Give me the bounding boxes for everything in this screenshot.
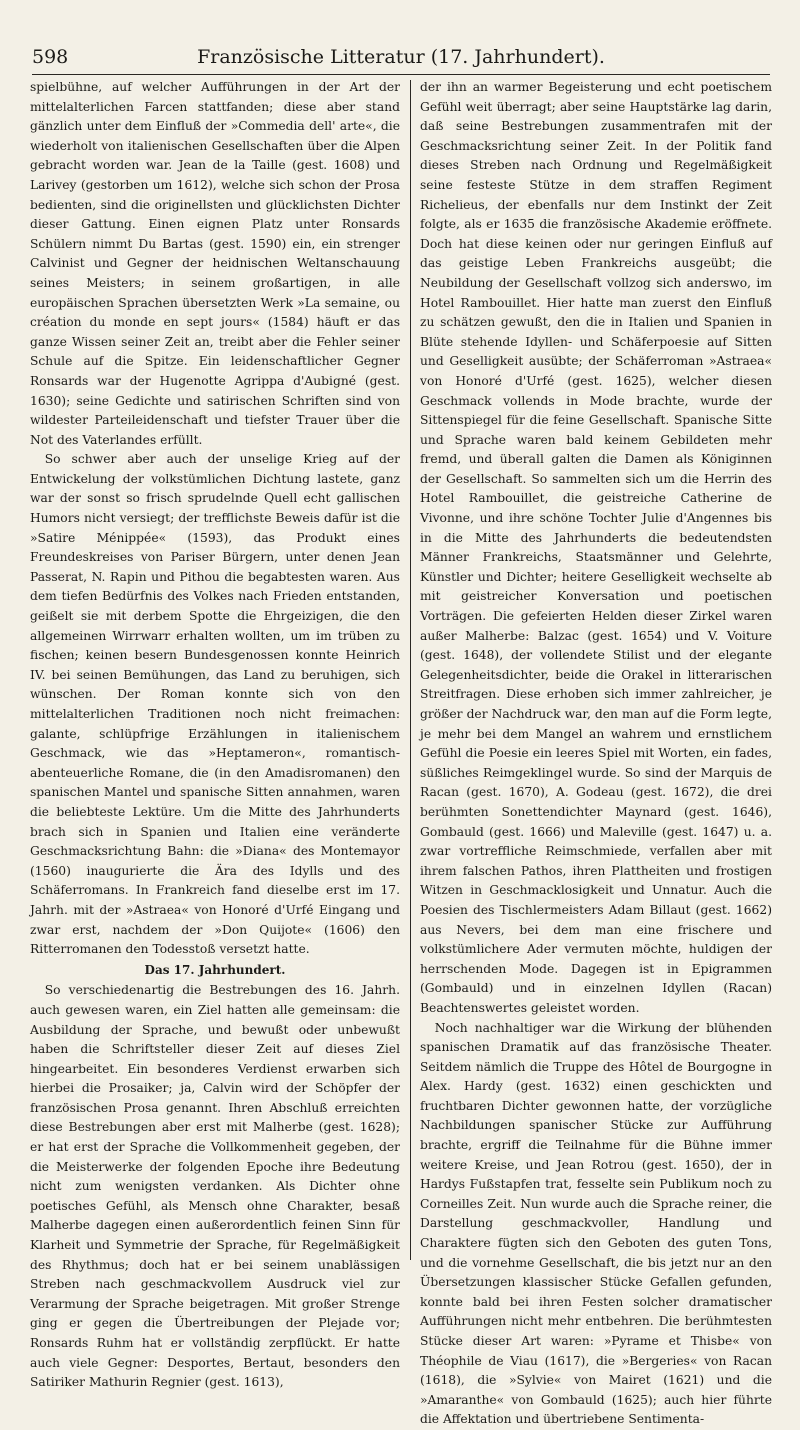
paragraph: der ihn an warmer Begeisterung und echt poetischem Gefühl weit überragt; aber seine Hauptstärke lag darin, daß seine Bestrebungen zusammentrafen mit der Geschmacksrichtung seiner Zeit. In der Politik fand dieses Streben nach Ordnung und Regelmäßigkeit seine festeste Stütze in dem straffen Regiment Richelieus, der ebenfalls nur dem Instinkt der Zeit folgte, als er 1635 die französische Akademie eröffnete. Doch hat diese keinen oder nur geringen Einfluß auf das geistige Leben Frankreichs ausgeübt; die Neubildung der Gesellschaft vollzog sich anderswo, im Hotel Rambouillet. Hier hatte man zuerst den Einfluß zu schätzen gewußt, den die in Italien und Spanien in Blüte stehende Idyllen- und Schäferpoesie auf Sitten und Geselligkeit ausübte; der Schäferroman »Astraea« von Honoré d'Urfé (gest. 1625), welcher diesen Geschmack vollends in Mode brachte, wurde der Sittenspiegel für die feine Gesellschaft. Spanische Sitte und Sprache waren bald keinem Gebildeten mehr fremd, und überall galten die Damen als Königinnen der Gesellschaft. So sammelten sich um die Herrin des Hotel Rambouillet, die geistreiche Catherine de Vivonne, und ihre schöne Tochter Julie d'Angennes bis in die Mitte des Jahrhunderts die bedeutendsten Männer Frankreichs, Staatsmänner und Gelehrte, Künstler und Dichter; heitere Geselligkeit wechselte ab mit geistreicher Konversation und poetischen Vorträgen. Die gefeierten Helden dieser Zirkel waren außer Malherbe: Balzac (gest. 1654) und V. Voiture (gest. 1648), der vollendete Stilist und der elegante Gelegenheitsdichter, beide die Orakel in litterarischen Streitfragen. Diese erhoben sich immer zahlreicher, je größer der Nachdruck war, den man auf die Form legte, je mehr bei dem Mangel an wahrem und ernstlichem Gefühl die Poesie ein leeres Spiel mit Worten, ein fades, süßliches Reimgeklingel wurde. So sind der Marquis de Racan (gest. 1670), A. Godeau (gest. 1672), die drei berühmten Sonettendichter Maynard (gest. 1646), Gombauld (gest. 1666) und Maleville (gest. 1647) u. a. zwar vortreffliche Reimschmiede, verfallen aber mit ihrem falschen Pathos, ihren Plattheiten und frostigen Witzen in Geschmacklosigkeit und Unnatur. Auch die Poesien des Tischlermeisters Adam Billaut (gest. 1662) aus Nevers, bei dem man eine frischere und volkstümlichere Ader vermuten möchte, huldigen der herrschenden Mode. Dagegen ist in Epigrammen (Gombauld) und in einzelnen Idyllen (Racan) Beachtenswertes geleistet worden.	[420, 80, 772, 1015]
section-heading: Das 17. Jahrhundert.	[144, 962, 286, 977]
paragraph: Noch nachhaltiger war die Wirkung der blühenden spanischen Dramatik auf das französische Theater. Seitdem nämlich die Truppe des Hôtel de Bourgogne in Alex. Hardy (gest. 1632) einen geschickten und fruchtbaren Dichter gewonnen hatte, der vorzügliche Nachbildungen spanischer Stücke zur Aufführung brachte, ergriff die Teilnahme für die Bühne immer weitere Kreise, und Jean Rotrou (gest. 1650), der in Hardys Fußstapfen trat, fesselte sein Publikum noch zu Corneilles Zeit. Nun wurde auch die Sprache reiner, die Darstellung geschmackvoller, Handlung und Charaktere fügten sich den Geboten des guten Tons, und die vornehme Gesellschaft, die bis jetzt nur an den Übersetzungen klassischer Stücke Gefallen gefunden, konnte bald bei ihren Festen solcher dramatischer Aufführungen nicht mehr entbehren. Die berühmtesten Stücke dieser Art waren: »Pyrame et Thisbe« von Théophile de Viau (1617), die »Bergeries« von Racan (1618), die »Sylvie« von Mairet (1621) und die »Amaranthe« von Gombauld (1625); auch hier führte die Affektation und übertriebene Sentimenta-	[420, 1020, 772, 1427]
running-head: Französische Litteratur (17. Jahrhundert).	[197, 46, 605, 68]
page-number: 598	[32, 46, 69, 68]
paragraph: So verschiedenartig die Bestrebungen des 16. Jahrh. auch gewesen waren, ein Ziel hatten alle gemeinsam: die Ausbildung der Sprache, und bewußt oder unbewußt haben die Schriftsteller dieser Zeit auf dieses Ziel hingearbeitet. Ein besonderes Verdienst erwarben sich hierbei die Prosaiker; ja, Calvin wird der Schöpfer der französischen Prosa genannt. Ihren Abschluß erreichten diese Bestrebungen aber erst mit Malherbe (gest. 1628); er hat erst der Sprache die Vollkommenheit gegeben, der die Meisterwerke der folgenden Epoche ihre Bedeutung nicht zum wenigsten verdanken. Als Dichter ohne poetisches Gefühl, als Mensch ohne Charakter, besaß Malherbe dagegen einen außerordentlich feinen Sinn für Klarheit und Symmetrie der Sprache, für Regelmäßigkeit des Rhythmus; doch hat er bei seinem unablässigen Streben nach geschmackvollem Ausdruck viel zur Verarmung der Sprache beigetragen. Mit großer Strenge ging er gegen die Übertreibungen der Plejade vor; Ronsards Ruhm hat er vollständig zerpflückt. Er hatte auch viele Gegner: Desportes, Bertaut, besonders den Satiriker Mathurin Regnier (gest. 1613),	[30, 983, 400, 1390]
page-header	[32, 44, 770, 75]
column-divider	[410, 80, 411, 1260]
paragraph: So schwer aber auch der unselige Krieg auf der Entwickelung der volkstümlichen Dichtung lastete, ganz war der sonst so frisch sprudelnde Quell echt gallischen Humors nicht versiegt; der trefflichste Beweis dafür ist die »Satire Ménippée« (1593), das Produkt eines Freundeskreises von Pariser Bürgern, unter denen Jean Passerat, N. Rapin und Pithou die begabtesten waren. Aus dem tiefen Bedürfnis des Volkes nach Frieden entstanden, geißelt sie mit derbem Spotte die Ehrgeizigen, die den allgemeinen Wirrwarr erhalten wollten, um im trüben zu fischen; keinen besern Bundesgenossen konnte Heinrich IV. bei seinen Bemühungen, das Land zu beruhigen, sich wünschen. Der Roman konnte sich von den mittelalterlichen Traditionen noch nicht freimachen: galante, schlüpfrige Erzählungen in italienischem Geschmack, wie das »Heptameron«, romantisch-abenteuerliche Romane, die (in den Amadisromanen) den spanischen Mantel und spanische Sitten annahmen, waren die beliebteste Lektüre. Um die Mitte des Jahrhunderts brach sich in Spanien und Italien eine veränderte Geschmacksrichtung Bahn: die »Diana« des Montemayor (1560) inaugurierte die Ära des Idylls und des Schäferromans. In Frankreich fand dieselbe erst im 17. Jahrh. mit der »Astraea« von Honoré d'Urfé Eingang und zwar erst, nachdem der »Don Quijote« (1606) den Ritterromanen den Todesstoß versetzt hatte.	[30, 452, 400, 957]
right-column	[420, 78, 772, 1427]
paragraph: spielbühne, auf welcher Aufführungen in der Art der mittelalterlichen Farcen stattfanden; diese aber stand gänzlich unter dem Einfluß der »Commedia dell' arte«, die wiederholt von italienischen Gesellschaften über die Alpen gebracht worden war. Jean de la Taille (gest. 1608) und Larivey (gestorben um 1612), welche sich schon der Prosa bedienten, sind die originellsten und glücklichsten Dichter dieser Gattung. Einen eignen Platz unter Ronsards Schülern nimmt Du Bartas (gest. 1590) ein, ein strenger Calvinist und Gegner der heidnischen Weltanschauung seines Meisters; in seinem großartigen, in alle europäischen Sprachen übersetzten Werk »La semaine, ou création du monde en sept jours« (1584) häuft er das ganze Wissen seiner Zeit an, treibt aber die Fehler seiner Schule auf die Spitze. Ein leidenschaftlicher Gegner Ronsards war der Hugenotte Agrippa d'Aubigné (gest. 1630); seine Gedichte und satirischen Schriften sind von wildester Parteileidenschaft und tiefster Trauer über die Not des Vaterlandes erfüllt.	[30, 80, 400, 447]
left-column	[30, 78, 400, 1390]
